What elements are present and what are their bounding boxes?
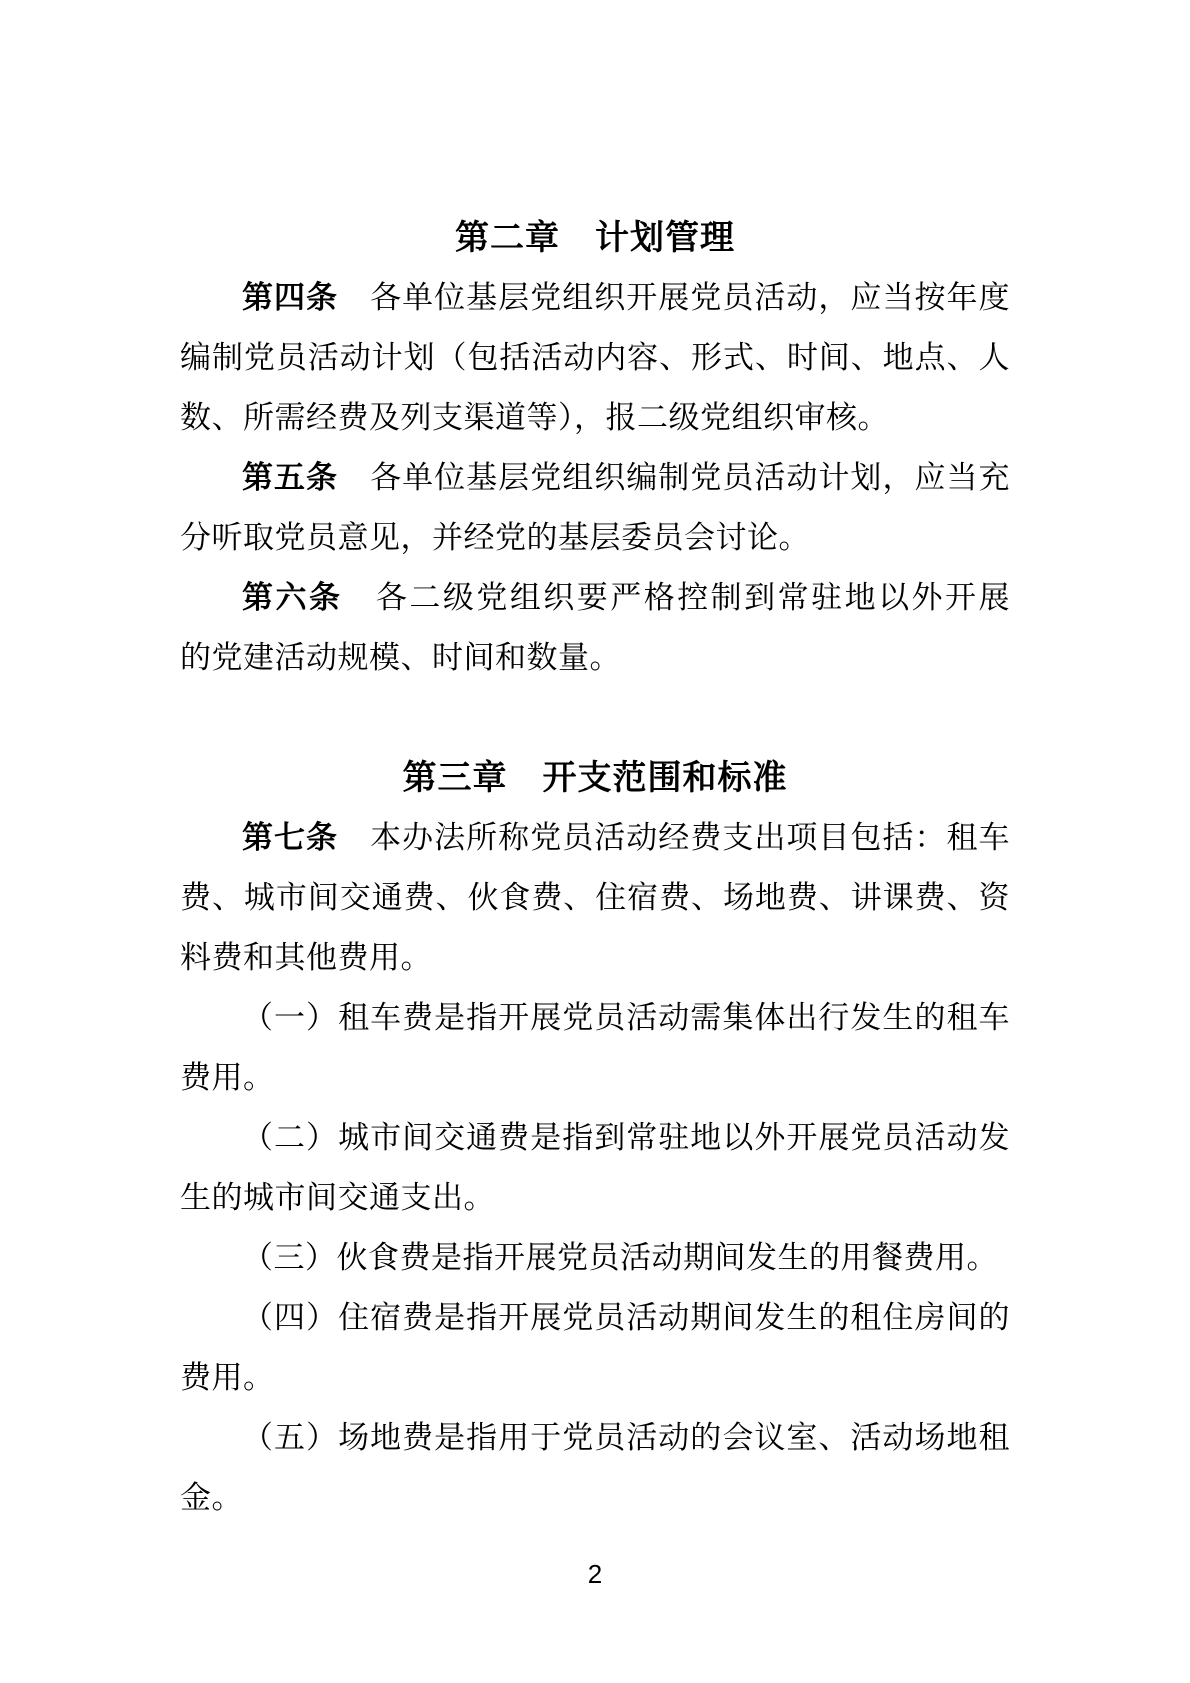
text-line xyxy=(180,508,1010,568)
text-segment: （三）伙食费是指开展党员活动期间发生的用餐费用。 xyxy=(242,1240,998,1275)
page-number: 2 xyxy=(587,1559,603,1589)
text-line xyxy=(180,928,1010,988)
text-segment: 第二章 计划管理 xyxy=(455,219,735,257)
text-line xyxy=(180,1108,1010,1168)
text-segment: 生的城市间交通支出。 xyxy=(180,1180,495,1215)
text-segment: 费用。 xyxy=(180,1360,275,1395)
text-line xyxy=(180,328,1010,388)
text-line xyxy=(180,628,1010,688)
text-line xyxy=(180,988,1010,1048)
text-block xyxy=(180,208,1010,1528)
chapter-title xyxy=(180,208,1010,268)
text-segment: 编制党员活动计划（包括活动内容、形式、时间、地点、人 xyxy=(180,340,1010,375)
text-line xyxy=(180,388,1010,448)
text-segment: 第三章 开支范围和标准 xyxy=(402,759,788,797)
text-line xyxy=(180,1048,1010,1108)
text-segment: 各二级党组织要严格控制到常驻地以外开展 xyxy=(342,580,1011,615)
text-line xyxy=(180,268,1010,328)
text-line xyxy=(180,1288,1010,1348)
article-number: 第四条 xyxy=(242,280,339,315)
text-segment: 各单位基层党组织开展党员活动，应当按年度 xyxy=(338,280,1011,315)
text-line xyxy=(180,1408,1010,1468)
text-segment: 数、所需经费及列支渠道等），报二级党组织审核。 xyxy=(180,400,889,435)
text-segment: （二）城市间交通费是指到常驻地以外开展党员活动发 xyxy=(242,1120,1010,1155)
article-number: 第七条 xyxy=(242,820,339,855)
text-segment: （四）住宿费是指开展党员活动期间发生的租住房间的 xyxy=(242,1300,1010,1335)
article-number: 第六条 xyxy=(242,580,343,615)
text-line xyxy=(180,868,1010,928)
text-segment: 费、城市间交通费、伙食费、住宿费、场地费、讲课费、资 xyxy=(180,880,1010,915)
text-segment: （一）租车费是指开展党员活动需集体出行发生的租车 xyxy=(242,1000,1010,1035)
text-line xyxy=(180,1168,1010,1228)
chapter-title xyxy=(180,748,1010,808)
text-segment: 的党建活动规模、时间和数量。 xyxy=(180,640,621,675)
article-number: 第五条 xyxy=(242,460,339,495)
text-line xyxy=(180,1468,1010,1528)
blank-line xyxy=(180,688,1010,748)
text-segment: 费用。 xyxy=(180,1060,275,1095)
text-segment: 分听取党员意见，并经党的基层委员会讨论。 xyxy=(180,520,810,555)
text-line xyxy=(180,808,1010,868)
text-line xyxy=(180,1348,1010,1408)
text-line xyxy=(180,448,1010,508)
text-line xyxy=(180,568,1010,628)
text-segment: （五）场地费是指用于党员活动的会议室、活动场地租 xyxy=(242,1420,1010,1455)
text-segment: 本办法所称党员活动经费支出项目包括：租车 xyxy=(338,820,1011,855)
text-segment: 金。 xyxy=(180,1480,243,1515)
text-segment: 各单位基层党组织编制党员活动计划，应当充 xyxy=(338,460,1011,495)
text-line xyxy=(180,1228,1010,1288)
text-segment: 料费和其他费用。 xyxy=(180,940,432,975)
